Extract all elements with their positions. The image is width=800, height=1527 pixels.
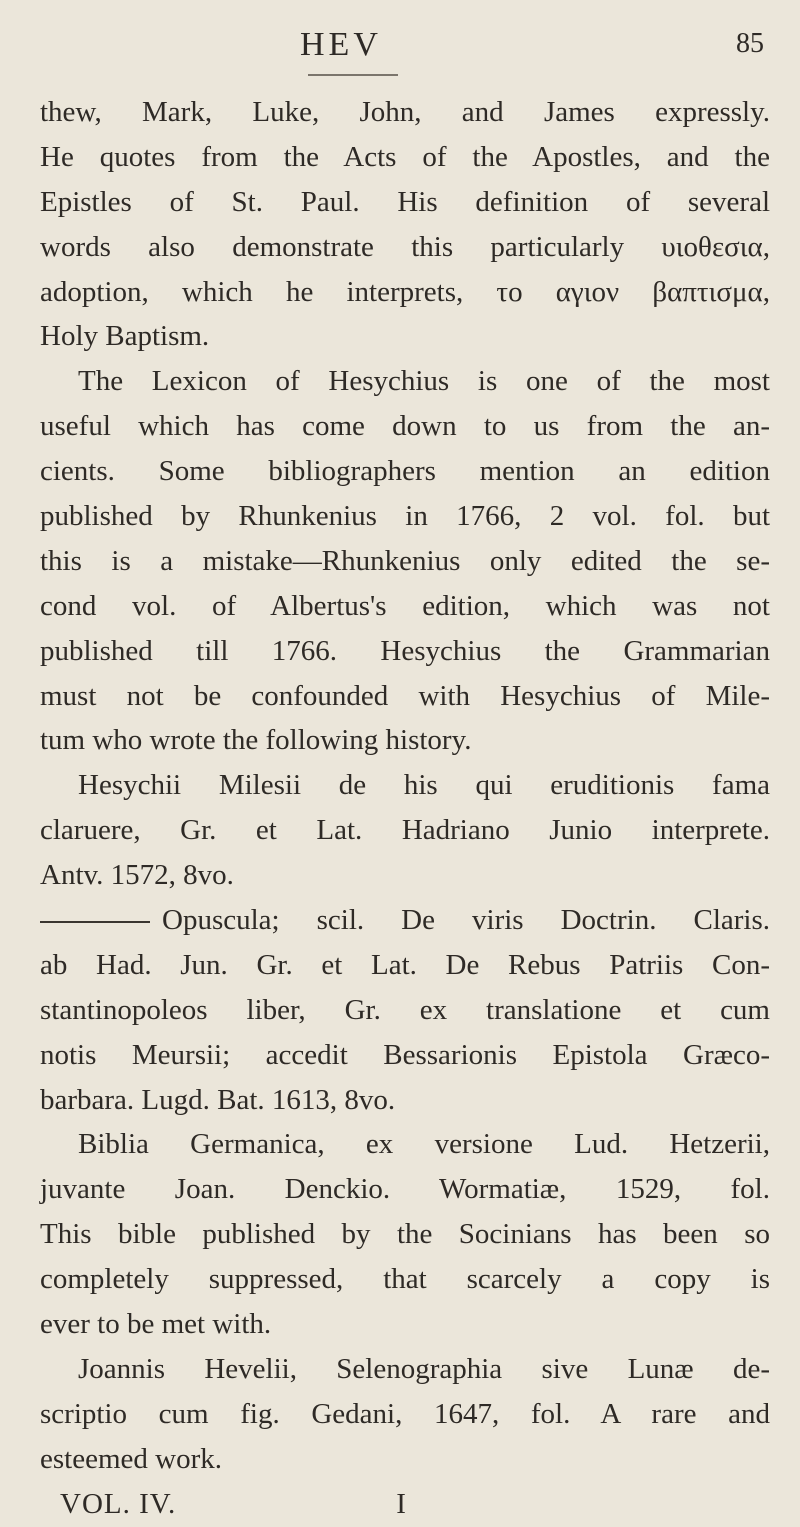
text-line-content: Opuscula; scil. De viris Doctrin. Claris.: [162, 904, 770, 937]
text-line: Joannis Hevelii, Selenographia sive Lunæ de-: [78, 1352, 770, 1385]
text-line: ever to be met with.: [40, 1308, 272, 1341]
text-line: stantinopoleos liber, Gr. ex translatione et cum: [40, 993, 770, 1026]
signature-line: [40, 1482, 770, 1527]
text-line: cients. Some bibliographers mention an edition: [40, 455, 770, 488]
page-header: [0, 22, 800, 72]
text-line: Antv. 1572, 8vo.: [40, 859, 234, 892]
text-line: The Lexicon of Hesychius is one of the most: [78, 365, 770, 398]
text-line: this is a mistake—Rhunkenius only edited the se-: [40, 544, 770, 577]
ditto-dash: [40, 921, 150, 923]
text-line: Holy Baptism.: [40, 320, 210, 353]
text-line: juvante Joan. Denckio. Wormatiæ, 1529, fol.: [40, 1173, 770, 1206]
text-line: must not be confounded with Hesychius of Mile-: [40, 679, 770, 712]
signature-mark: I: [396, 1487, 406, 1520]
text-line: claruere, Gr. et Lat. Hadriano Junio interprete.: [40, 814, 770, 847]
text-line: He quotes from the Acts of the Apostles, and the: [40, 140, 770, 173]
text-line: Biblia Germanica, ex versione Lud. Hetzerii,: [78, 1128, 770, 1161]
text-line: This bible published by the Socinians has been so: [40, 1218, 770, 1251]
text-line: tum who wrote the following history.: [40, 724, 472, 757]
volume-mark: VOL. IV.: [60, 1487, 177, 1520]
text-line: notis Meursii; accedit Bessarionis Epistola Græco-: [40, 1038, 770, 1071]
text-line: completely suppressed, that scarcely a copy is: [40, 1263, 770, 1296]
text-line: words also demonstrate this particularly υιοθεσια,: [40, 230, 770, 263]
text-line: adoption, which he interprets, το αγιον βαπτισμα,: [40, 275, 770, 308]
text-line: published by Rhunkenius in 1766, 2 vol. fol. but: [40, 500, 770, 533]
text-line: useful which has come down to us from the an-: [40, 410, 770, 443]
text-line: thew, Mark, Luke, John, and James expressly.: [40, 96, 770, 128]
body-text: [40, 90, 770, 1527]
text-line: Hesychii Milesii de his qui eruditionis fama: [78, 769, 770, 802]
text-line: esteemed work.: [40, 1442, 222, 1475]
header-rule: [308, 74, 398, 76]
running-head: HEV: [300, 26, 382, 63]
text-line: Epistles of St. Paul. His definition of several: [40, 185, 770, 218]
page-number: 85: [736, 28, 764, 59]
text-line: cond vol. of Albertus's edition, which was not: [40, 589, 770, 622]
text-line: ab Had. Jun. Gr. et Lat. De Rebus Patriis Con-: [40, 948, 770, 981]
text-line: barbara. Lugd. Bat. 1613, 8vo.: [40, 1083, 396, 1116]
text-line: scriptio cum fig. Gedani, 1647, fol. A rare and: [40, 1397, 770, 1430]
text-line: [40, 898, 770, 943]
text-line: published till 1766. Hesychius the Grammarian: [40, 634, 770, 667]
